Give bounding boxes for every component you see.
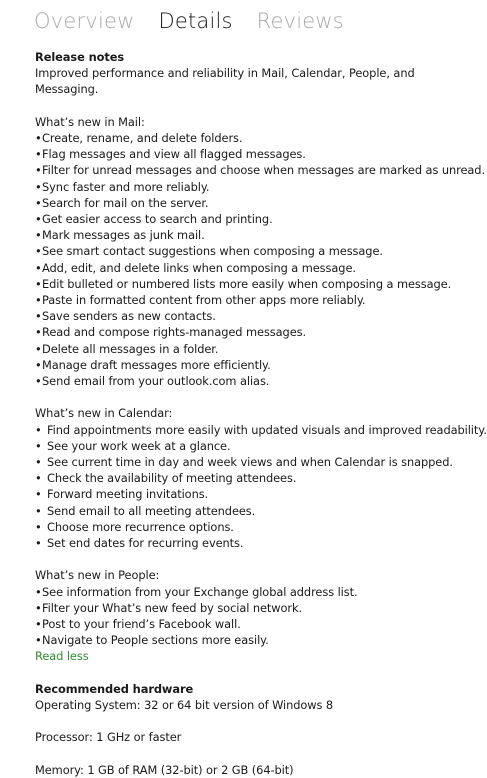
mail-features-list xyxy=(35,130,485,389)
spacer xyxy=(35,746,467,762)
list-item-text: Paste in formatted content from other apps more reliably. xyxy=(42,293,366,308)
list-item xyxy=(35,227,467,243)
list-item xyxy=(35,535,467,551)
hardware-memory: Memory: 1 GB of RAM (32-bit) or 2 GB (64-bit) xyxy=(35,762,294,777)
list-item-text: Flag messages and view all flagged messages. xyxy=(42,147,306,162)
list-item-text: Manage draft messages more efficiently. xyxy=(42,357,271,372)
list-item-text: Mark messages as junk mail. xyxy=(42,228,205,243)
bullet-icon: • xyxy=(35,519,42,534)
spacer xyxy=(35,713,467,729)
list-item-text: Read and compose rights-managed messages. xyxy=(42,325,307,340)
bullet-icon: • xyxy=(35,276,42,291)
list-item xyxy=(35,130,467,146)
list-item xyxy=(35,373,467,389)
list-item xyxy=(35,195,467,211)
list-item xyxy=(35,260,467,276)
bullet-icon: • xyxy=(35,244,42,259)
bullet-icon: • xyxy=(35,536,42,551)
bullet-icon: • xyxy=(35,422,42,437)
list-item xyxy=(35,146,467,162)
list-item xyxy=(35,324,467,340)
list-item-text: Search for mail on the server. xyxy=(42,195,209,210)
bullet-icon: • xyxy=(35,293,42,308)
list-item-text: See your work week at a glance. xyxy=(47,438,231,453)
list-item-text: Find appointments more easily with updated visuals and improved readability. xyxy=(47,422,487,437)
list-item xyxy=(35,276,467,292)
bullet-icon: • xyxy=(35,600,42,615)
tab-bar xyxy=(34,6,344,36)
hardware-heading: Recommended hardware xyxy=(35,681,194,696)
list-item-text: Send email from your outlook.com alias. xyxy=(42,374,270,389)
bullet-icon: • xyxy=(35,195,42,210)
list-item xyxy=(35,438,467,454)
list-item-text: Sync faster and more reliably. xyxy=(42,179,210,194)
details-content xyxy=(35,49,487,778)
spacer xyxy=(35,551,467,567)
tab-reviews[interactable]: Reviews xyxy=(256,9,344,33)
bullet-icon: • xyxy=(35,438,42,453)
list-item-text: Create, rename, and delete folders. xyxy=(42,131,243,145)
list-item xyxy=(35,162,485,178)
list-item-text: Check the availability of meeting attendees. xyxy=(47,471,297,486)
release-notes-summary: Improved performance and reliability in Mail, Calendar, People, and Messaging. xyxy=(35,66,415,97)
bullet-icon: • xyxy=(35,309,42,324)
bullet-icon: • xyxy=(35,584,42,599)
list-item-text: Navigate to People sections more easily. xyxy=(42,633,269,648)
list-item-text: Filter for unread messages and choose when messages are marked as unread. xyxy=(42,163,485,178)
bullet-icon: • xyxy=(35,131,42,145)
bullet-icon: • xyxy=(35,374,42,389)
bullet-icon: • xyxy=(35,357,42,372)
list-item xyxy=(35,503,467,519)
tab-overview[interactable]: Overview xyxy=(34,9,135,33)
bullet-icon: • xyxy=(35,487,42,502)
list-item xyxy=(35,341,467,357)
bullet-icon: • xyxy=(35,163,42,178)
list-item-text: Forward meeting invitations. xyxy=(47,487,209,502)
bullet-icon: • xyxy=(35,325,42,340)
hardware-processor: Processor: 1 GHz or faster xyxy=(35,730,182,745)
list-item-text: Edit bulleted or numbered lists more easily when composing a message. xyxy=(42,276,452,291)
list-item xyxy=(35,179,467,195)
list-item xyxy=(35,470,467,486)
list-item xyxy=(35,243,467,259)
list-item xyxy=(35,357,467,373)
spacer xyxy=(35,98,467,114)
calendar-heading: What’s new in Calendar: xyxy=(35,406,173,421)
list-item-text: Post to your friend’s Facebook wall. xyxy=(42,617,241,632)
people-features-list xyxy=(35,584,467,649)
list-item xyxy=(35,308,467,324)
mail-heading: What’s new in Mail: xyxy=(35,114,145,129)
list-item xyxy=(35,486,467,502)
list-item xyxy=(35,292,467,308)
calendar-features-list xyxy=(35,422,487,552)
spacer xyxy=(35,389,467,405)
bullet-icon: • xyxy=(35,471,42,486)
list-item-text: Choose more recurrence options. xyxy=(47,519,234,534)
bullet-icon: • xyxy=(35,212,42,227)
list-item-text: Delete all messages in a folder. xyxy=(42,341,219,356)
list-item-text: Set end dates for recurring events. xyxy=(47,536,244,551)
list-item-text: Filter your What’s new feed by social network. xyxy=(42,600,303,615)
bullet-icon: • xyxy=(35,617,42,632)
hardware-os: Operating System: 32 or 64 bit version of Windows 8 xyxy=(35,698,334,713)
bullet-icon: • xyxy=(35,341,42,356)
list-item xyxy=(35,632,467,648)
tab-details[interactable]: Details xyxy=(158,9,233,33)
bullet-icon: • xyxy=(35,455,42,470)
bullet-icon: • xyxy=(35,633,42,648)
list-item-text: Add, edit, and delete links when composing a message. xyxy=(42,260,356,275)
list-item xyxy=(35,454,467,470)
list-item xyxy=(35,584,467,600)
read-less-link[interactable]: Read less xyxy=(35,649,89,664)
list-item xyxy=(35,600,467,616)
list-item xyxy=(35,519,467,535)
bullet-icon: • xyxy=(35,228,42,243)
bullet-icon: • xyxy=(35,179,42,194)
list-item xyxy=(35,422,487,438)
list-item-text: Get easier access to search and printing. xyxy=(42,212,273,227)
bullet-icon: • xyxy=(35,147,42,162)
list-item-text: See current time in day and week views and when Calendar is snapped. xyxy=(47,455,453,470)
release-notes-heading: Release notes xyxy=(35,50,125,64)
list-item xyxy=(35,616,467,632)
list-item-text: See information from your Exchange global address list. xyxy=(42,584,358,599)
list-item-text: Send email to all meeting attendees. xyxy=(47,503,256,518)
list-item xyxy=(35,211,467,227)
people-heading: What’s new in People: xyxy=(35,568,160,583)
bullet-icon: • xyxy=(35,503,42,518)
spacer xyxy=(35,665,467,681)
list-item-text: Save senders as new contacts. xyxy=(42,309,216,324)
list-item-text: See smart contact suggestions when composing a message. xyxy=(42,244,383,259)
bullet-icon: • xyxy=(35,260,42,275)
